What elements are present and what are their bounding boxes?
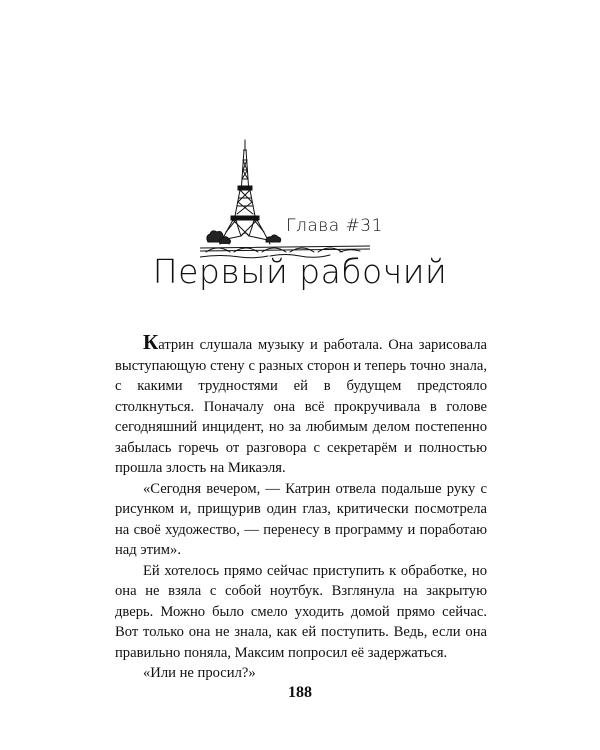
paragraph: «Или не просил?»: [143, 665, 256, 681]
paragraph: Ей хотелось прямо сейчас приступить к обработке, но она не взяла с собой ноутбук. Взглянула на закрытую дверь. Можно было смело уходить домой прямо сейчас. Вот только она не знала, как ей поступить. Ведь, если она правильно поняла, Максим попросил её задержаться.: [115, 562, 487, 661]
eiffel-tower-illustration: [200, 136, 370, 261]
drop-cap: К: [143, 330, 159, 354]
page-number: 188: [288, 684, 312, 701]
paragraph-text: атрин слушала музыку и работала. Она зарисовала выступающую стену с разных сторон и теперь точно знала, с какими трудностями ей в будущем предстояло столкнуться. Поначалу она всё прокручивала в голове сегодняшний инцидент, но за любимым делом постепенно забылась горечь от разговора с секретарём и полностью прошла злость на Микаэля.: [115, 337, 487, 476]
chapter-body: [115, 330, 487, 684]
chapter-title: Первый рабочий: [152, 252, 448, 291]
chapter-number: Глава #31: [286, 216, 383, 236]
paragraph: «Сегодня вечером, — Катрин отвела подальше руку с рисунком и, прищурив один глаз, критически посмотрела на своё художество, — перенесу в программу и поработаю над этим».: [115, 480, 487, 558]
paragraph: [115, 330, 487, 479]
